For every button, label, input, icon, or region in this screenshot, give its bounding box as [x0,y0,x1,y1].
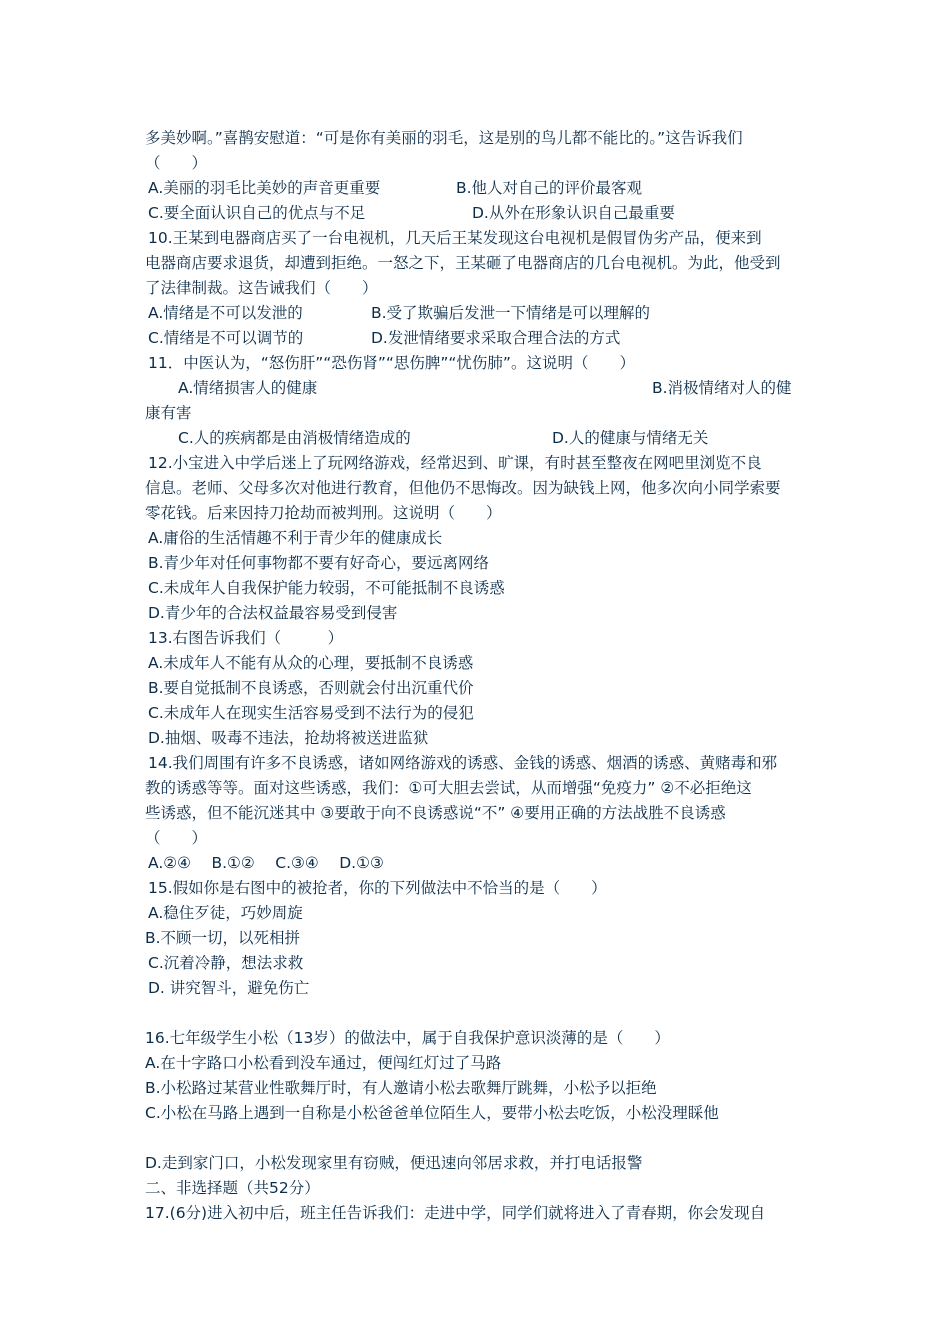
text-line: D.抽烟、吸毒不违法，抢劫将被送进监狱 [148,729,429,747]
text-line: 14.我们周围有许多不良诱惑，诸如网络游戏的诱惑、金钱的诱惑、烟酒的诱惑、黄赌毒和邪 [148,754,778,772]
text-line: B.不顾一切，以死相拼 [145,929,301,947]
text-line: （ ） [145,829,208,847]
text-line: C.未成年人在现实生活容易受到不法行为的侵犯 [148,704,474,722]
text-line: A.庸俗的生活情趣不利于青少年的健康成长 [148,529,443,547]
text-line: C.小松在马路上遇到一自称是小松爸爸单位陌生人，要带小松去吃饭，小松没理睬他 [145,1104,719,1122]
text-line: 15.假如你是右图中的被抢者，你的下列做法中不恰当的是（ ） [148,879,607,897]
text-line: D. 讲究智斗，避免伤亡 [148,979,310,997]
text-line: 二、非选择题（共52分） [145,1179,320,1197]
text-line: A.情绪损害人的健康 [178,379,318,397]
text-line: A.②④ B.①② C.③④ D.①③ [148,854,384,872]
text-line: 电器商店要求退货，却遭到拒绝。一怒之下，王某砸了电器商店的几台电视机。为此，他受到 [145,254,781,272]
text-line: D.青少年的合法权益最容易受到侵害 [148,604,398,622]
text-line: B.他人对自己的评价最客观 [456,179,643,197]
text-line: A.美丽的羽毛比美妙的声音更重要 [148,179,381,197]
text-line: C.要全面认识自己的优点与不足 [148,204,366,222]
text-line: 零花钱。后来因持刀抢劫而被判刑。这说明（ ） [145,504,502,522]
text-line: B.要自觉抵制不良诱惑，否则就会付出沉重代价 [148,679,474,697]
text-line: A.在十字路口小松看到没车通过，便闯红灯过了马路 [145,1054,502,1072]
text-line: B.小松路过某营业性歌舞厅时，有人邀请小松去歌舞厅跳舞，小松予以拒绝 [145,1079,657,1097]
text-line: 10.王某到电器商店买了一台电视机，几天后王某发现这台电视机是假冒伪劣产品，便来到 [148,229,762,247]
text-line: （ ） [145,154,208,172]
text-line: 康有害 [145,404,192,422]
text-line: 16.七年级学生小松（13岁）的做法中，属于自我保护意识淡薄的是（ ） [145,1029,670,1047]
text-line: D.发泄情绪要求采取合理合法的方式 [371,329,621,347]
text-line: A.稳住歹徒，巧妙周旋 [148,904,303,922]
text-line: A.情绪是不可以发泄的 [148,304,303,322]
text-line: C.未成年人自我保护能力较弱，不可能抵制不良诱惑 [148,579,505,597]
text-line: 17.(6分)进入初中后，班主任告诉我们：走进中学，同学们就将进入了青春期，你会发现自 [145,1204,766,1222]
text-line: 12.小宝进入中学后迷上了玩网络游戏，经常迟到、旷课，有时甚至整夜在网吧里浏览不良 [148,454,762,472]
text-line: D.人的健康与情绪无关 [552,429,709,447]
text-line: 些诱惑，但不能沉迷其中 ③要敢于向不良诱惑说“不” ④要用正确的方法战胜不良诱惑 [145,804,726,822]
text-line: D.走到家门口，小松发现家里有窃贼，便迅速向邻居求救，并打电话报警 [145,1154,643,1172]
text-line: D.从外在形象认识自己最重要 [472,204,675,222]
text-line: B.受了欺骗后发泄一下情绪是可以理解的 [371,304,651,322]
text-line: 信息。老师、父母多次对他进行教育，但他仍不思悔改。因为缺钱上网，他多次向小同学索要 [145,479,781,497]
text-line: 11．中医认为，“怒伤肝”“恐伤肾”“思伤脾”“忧伤肺”。这说明（ ） [148,354,635,372]
text-line: 13.右图告诉我们（ ） [148,629,344,647]
text-line: A.未成年人不能有从众的心理，要抵制不良诱惑 [148,654,474,672]
text-line: C.沉着冷静，想法求救 [148,954,304,972]
text-line: 多美妙啊。”喜鹊安慰道：“可是你有美丽的羽毛，这是别的鸟儿都不能比的。”这告诉我们 [145,129,743,147]
text-line: 了法律制裁。这告诫我们（ ） [145,279,378,297]
text-line: C.情绪是不可以调节的 [148,329,304,347]
text-line: B.消极情绪对人的健 [652,379,792,397]
text-line: C.人的疾病都是由消极情绪造成的 [178,429,411,447]
text-line: 教的诱惑等等。面对这些诱惑，我们：①可大胆去尝试，从而增强“免疫力” ②不必拒绝这 [145,779,752,797]
text-line: B.青少年对任何事物都不要有好奇心，要远离网络 [148,554,490,572]
